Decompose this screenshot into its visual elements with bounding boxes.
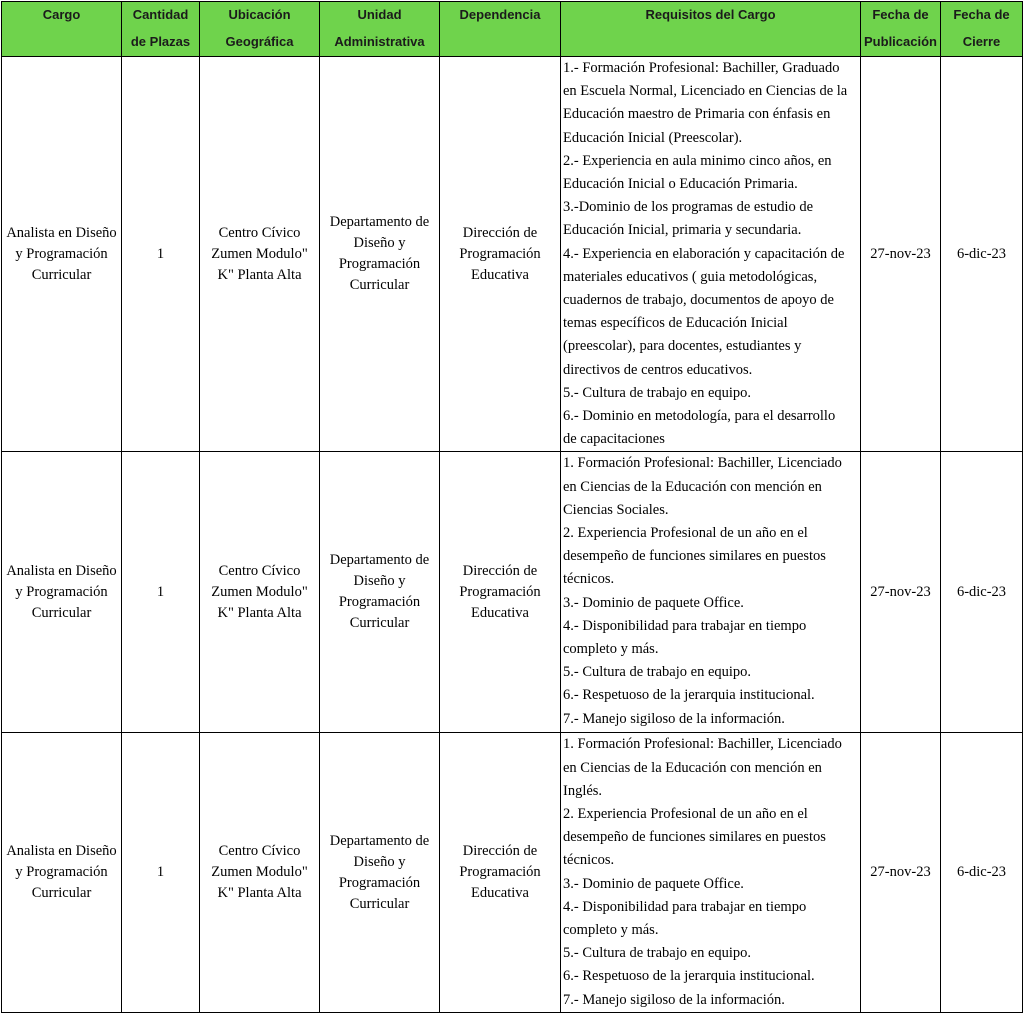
requisitos-cell xyxy=(561,57,861,452)
unidad-cell-text xyxy=(320,831,439,915)
cierre-cell: 6-dic-23 xyxy=(941,452,1023,733)
ubicacion-cell-line: Centro Cívico xyxy=(218,843,301,860)
ubicacion-cell xyxy=(200,452,320,733)
publicacion-cell: 27-nov-23 xyxy=(861,57,941,452)
requisito-line: técnicos. xyxy=(563,571,615,588)
header-unidad-line-2: Administrativa xyxy=(334,34,425,49)
requisito-line: 1. Formación Profesional: Bachiller, Licenciado xyxy=(563,736,842,753)
header-requisitos xyxy=(561,2,861,57)
header-ubicacion xyxy=(200,2,320,57)
cierre-cell: 6-dic-23 xyxy=(941,733,1023,1012)
unidad-cell-line: Departamento de xyxy=(329,552,430,569)
requisito-line: 4.- Disponibilidad para trabajar en tiempo xyxy=(563,617,807,634)
header-cierre xyxy=(941,2,1023,57)
requisito-line: Educación Inicial, primaria y secundaria. xyxy=(563,222,802,239)
dependencia-cell xyxy=(440,57,561,452)
header-unidad xyxy=(320,2,440,57)
requisito-line: 2.- Experiencia en aula minimo cinco años, en xyxy=(563,152,832,169)
cargo-cell-line: Curricular xyxy=(31,266,92,283)
cargo-cell-line: Analista en Diseño xyxy=(6,843,117,860)
job-rows xyxy=(2,57,1023,1013)
cargo-cell xyxy=(2,452,122,733)
unidad-cell xyxy=(320,733,440,1012)
dependencia-cell-line: Dirección de xyxy=(462,843,538,860)
ubicacion-cell-line: Zumen Modulo" xyxy=(211,583,308,600)
requisito-line: 5.- Cultura de trabajo en equipo. xyxy=(563,664,752,681)
requisito-line: 3.-Dominio de los programas de estudio de xyxy=(563,199,814,216)
requisito-line: 3.- Dominio de paquete Office. xyxy=(563,875,744,892)
ubicacion-cell-line: Centro Cívico xyxy=(218,562,301,579)
header-ubicacion-line-1: Ubicación xyxy=(228,7,291,22)
unidad-cell-line: Diseño y xyxy=(353,853,406,870)
dependencia-cell-line: Educativa xyxy=(471,885,529,902)
requisito-line: 7.- Manejo sigiloso de la información. xyxy=(563,991,785,1008)
ubicacion-cell-line: K" Planta Alta xyxy=(217,604,302,621)
cargo-cell xyxy=(2,57,122,452)
ubicacion-cell xyxy=(200,733,320,1012)
ubicacion-cell-text xyxy=(200,561,319,624)
ubicacion-cell-text xyxy=(200,223,319,286)
requisito-line: 2. Experiencia Profesional de un año en el xyxy=(563,806,808,823)
requisito-line: 1.- Formación Profesional: Bachiller, Graduado xyxy=(563,60,840,76)
dependencia-cell-text xyxy=(440,223,560,286)
requisito-line: materiales educativos ( guia metodológicas, xyxy=(563,268,818,285)
requisito-line: en Ciencias de la Educación con mención en xyxy=(563,759,822,776)
dependencia-cell-text xyxy=(440,561,560,624)
requisito-line: Educación Inicial o Educación Primaria. xyxy=(563,176,798,193)
dependencia-cell-line: Educativa xyxy=(471,604,529,621)
table-row xyxy=(2,57,1023,452)
unidad-cell-line: Diseño y xyxy=(353,235,406,252)
unidad-cell-line: Departamento de xyxy=(329,832,430,849)
header-unidad-line-1: Unidad xyxy=(357,7,402,22)
requisito-line: desempeño de funciones similares en puestos xyxy=(563,829,826,846)
ubicacion-cell-line: Zumen Modulo" xyxy=(211,245,308,262)
requisito-line: completo y más. xyxy=(563,922,659,939)
requisito-line: 1. Formación Profesional: Bachiller, Licenciado xyxy=(563,455,842,472)
requisito-line: en Escuela Normal, Licenciado en Ciencias de la xyxy=(563,83,848,100)
header-publicacion-line-1: Fecha de xyxy=(872,7,929,22)
header-dependencia-line: Dependencia xyxy=(459,7,541,22)
unidad-cell-line: Curricular xyxy=(349,895,410,912)
publicacion-cell: 27-nov-23 xyxy=(861,733,941,1012)
unidad-cell-text xyxy=(320,550,439,634)
requisito-line: (preescolar), para docentes, estudiantes y xyxy=(563,338,802,355)
header-publicacion-line-2: Publicación xyxy=(864,34,937,49)
dependencia-cell-line: Programación xyxy=(459,583,541,600)
requisito-line: 6.- Respetuoso de la jerarquia institucional. xyxy=(563,968,815,985)
header-cargo-line: Cargo xyxy=(42,7,81,22)
job-postings-table xyxy=(1,1,1023,1013)
requisito-line: 6.- Respetuoso de la jerarquia institucional. xyxy=(563,687,815,704)
ubicacion-cell-line: Centro Cívico xyxy=(218,224,301,241)
cargo-cell-text xyxy=(2,841,121,904)
dependencia-cell-line: Programación xyxy=(459,245,541,262)
requisito-line: técnicos. xyxy=(563,852,615,869)
dependencia-cell-line: Programación xyxy=(459,864,541,881)
requisito-line: Inglés. xyxy=(563,782,603,799)
ubicacion-cell xyxy=(200,57,320,452)
dependencia-cell-line: Dirección de xyxy=(462,562,538,579)
requisito-line: temas específicos de Educación Inicial xyxy=(563,315,788,332)
unidad-cell-line: Programación xyxy=(338,874,421,891)
requisito-line: Educación maestro de Primaria con énfasis en xyxy=(563,106,831,123)
requisito-line: 6.- Dominio en metodología, para el desarrollo xyxy=(563,408,836,425)
cargo-cell-text xyxy=(2,561,121,624)
dependencia-cell-text xyxy=(440,841,560,904)
cargo-cell-line: y Programación xyxy=(15,245,108,262)
unidad-cell-line: Curricular xyxy=(349,277,410,294)
header-dependencia xyxy=(440,2,561,57)
unidad-cell-line: Curricular xyxy=(349,615,410,632)
requisito-line: desempeño de funciones similares en puestos xyxy=(563,548,826,565)
unidad-cell xyxy=(320,57,440,452)
header-requisitos-line: Requisitos del Cargo xyxy=(645,7,776,22)
header-cantidad-line-1: Cantidad xyxy=(132,7,189,22)
cargo-cell-text xyxy=(2,223,121,286)
cargo-cell-line: y Programación xyxy=(15,583,108,600)
requisito-line: 2. Experiencia Profesional de un año en el xyxy=(563,525,808,542)
table-row xyxy=(2,452,1023,733)
cantidad-cell: 1 xyxy=(122,733,200,1012)
cargo-cell-line: Curricular xyxy=(31,604,92,621)
cantidad-cell: 1 xyxy=(122,452,200,733)
requisito-line: de capacitaciones xyxy=(563,431,665,448)
cargo-cell-line: Analista en Diseño xyxy=(6,562,117,579)
requisito-line: 4.- Disponibilidad para trabajar en tiempo xyxy=(563,898,807,915)
requisito-line: en Ciencias de la Educación con mención en xyxy=(563,478,822,495)
ubicacion-cell-text xyxy=(200,841,319,904)
header-cierre-line-2: Cierre xyxy=(962,34,1001,49)
requisito-line: Ciencias Sociales. xyxy=(563,501,669,518)
cantidad-cell: 1 xyxy=(122,57,200,452)
requisitos-cell xyxy=(561,733,861,1012)
header-ubicacion-line-2: Geográfica xyxy=(225,34,294,49)
publicacion-cell: 27-nov-23 xyxy=(861,452,941,733)
requisito-line: completo y más. xyxy=(563,641,659,658)
requisito-line: 7.- Manejo sigiloso de la información. xyxy=(563,710,785,727)
requisito-line: 5.- Cultura de trabajo en equipo. xyxy=(563,945,752,962)
header-cierre-line-1: Fecha de xyxy=(953,7,1010,22)
dependencia-cell xyxy=(440,733,561,1012)
unidad-cell-line: Programación xyxy=(338,256,421,273)
unidad-cell xyxy=(320,452,440,733)
unidad-cell-line: Departamento de xyxy=(329,214,430,231)
ubicacion-cell-line: K" Planta Alta xyxy=(217,266,302,283)
cierre-cell: 6-dic-23 xyxy=(941,57,1023,452)
header-cargo xyxy=(2,2,122,57)
requisitos-cell xyxy=(561,452,861,733)
header-cantidad-line-2: de Plazas xyxy=(130,34,191,49)
table-row xyxy=(2,733,1023,1012)
requisito-line: cuadernos de trabajo, documentos de apoyo de xyxy=(563,292,834,309)
cargo-cell-line: y Programación xyxy=(15,864,108,881)
cargo-cell-line: Analista en Diseño xyxy=(6,224,117,241)
cargo-cell-line: Curricular xyxy=(31,885,92,902)
header-cantidad xyxy=(122,2,200,57)
requisito-line: Educación Inicial (Preescolar). xyxy=(563,129,743,146)
dependencia-cell-line: Educativa xyxy=(471,266,529,283)
unidad-cell-line: Programación xyxy=(338,594,421,611)
header-row xyxy=(2,2,1023,57)
requisito-line: 4.- Experiencia en elaboración y capacitación de xyxy=(563,245,845,262)
dependencia-cell-line: Dirección de xyxy=(462,224,538,241)
ubicacion-cell-line: K" Planta Alta xyxy=(217,885,302,902)
unidad-cell-text xyxy=(320,212,439,296)
cargo-cell xyxy=(2,733,122,1012)
requisito-line: directivos de centros educativos. xyxy=(563,361,753,378)
unidad-cell-line: Diseño y xyxy=(353,573,406,590)
requisito-line: 5.- Cultura de trabajo en equipo. xyxy=(563,384,752,401)
ubicacion-cell-line: Zumen Modulo" xyxy=(211,864,308,881)
dependencia-cell xyxy=(440,452,561,733)
requisito-line: 3.- Dominio de paquete Office. xyxy=(563,594,744,611)
header-publicacion xyxy=(861,2,941,57)
